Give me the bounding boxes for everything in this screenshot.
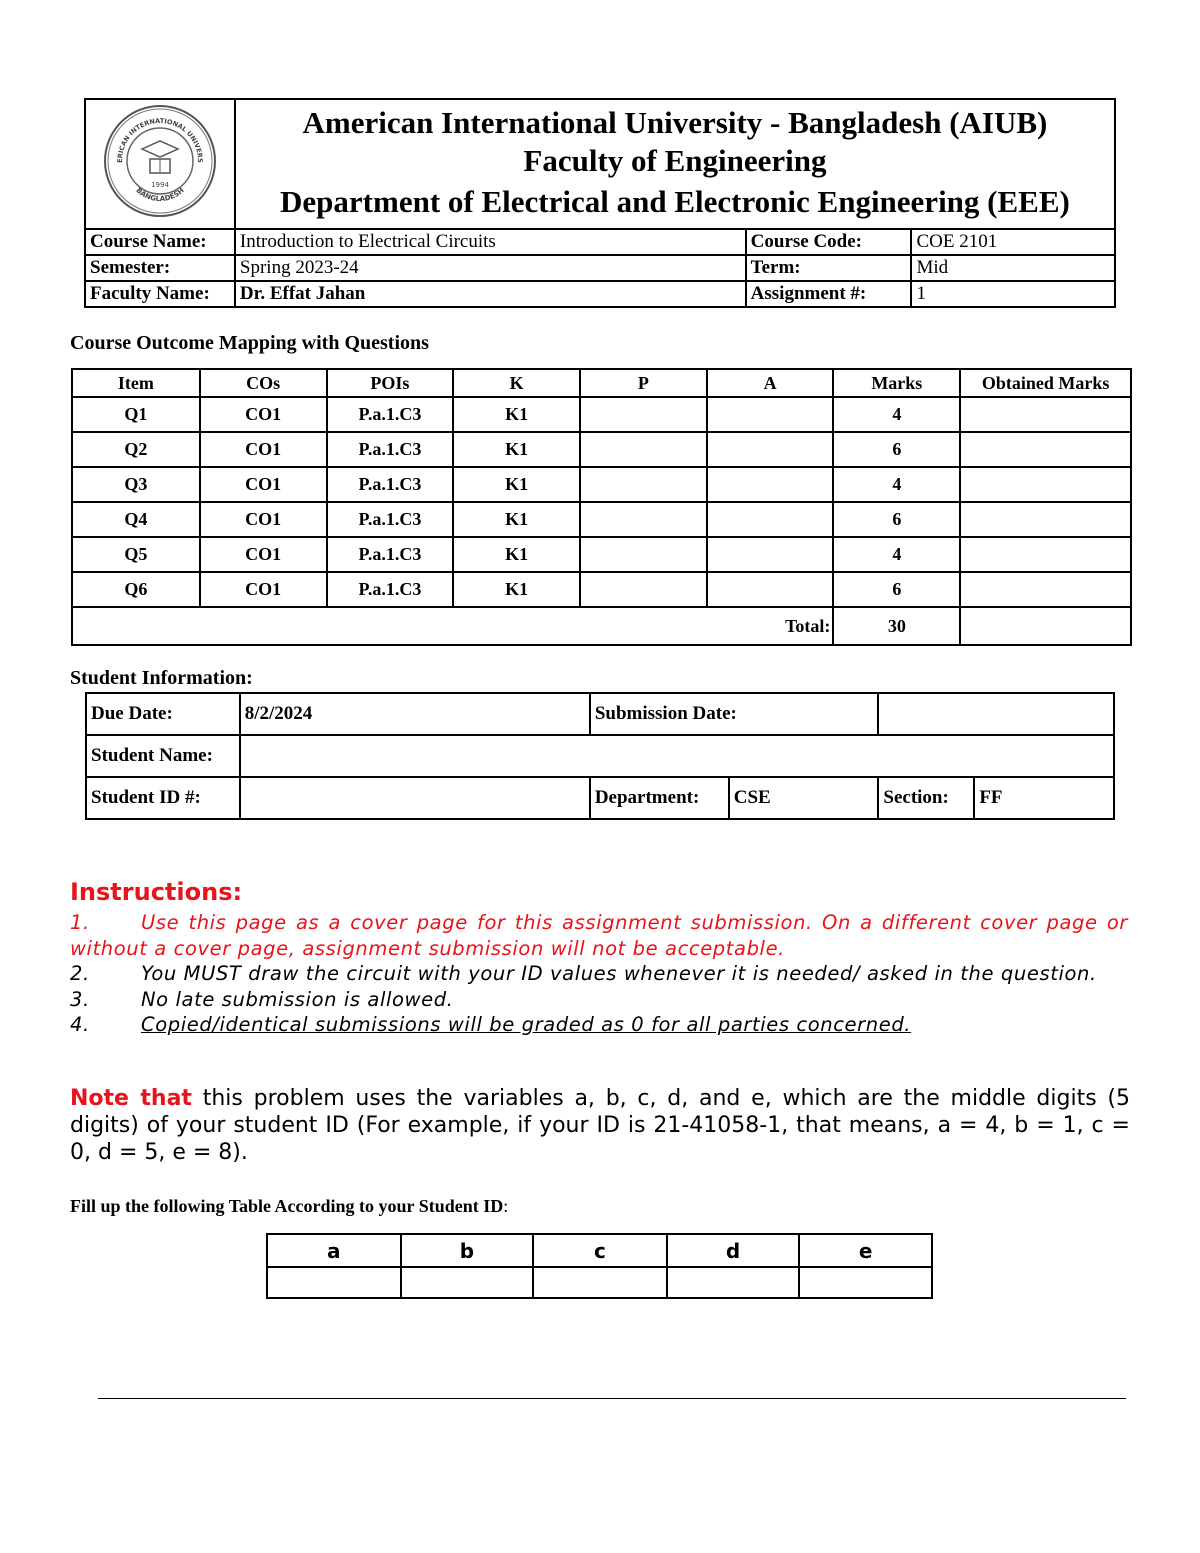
co-mapping-heading: Course Outcome Mapping with Questions (70, 332, 429, 354)
cell-a (707, 397, 834, 432)
cell-marks: 4 (833, 467, 960, 502)
instruction-number: 4. (70, 1013, 90, 1036)
course-code-label: Course Code: (746, 229, 912, 255)
col-p: P (580, 369, 707, 397)
student-info-table (85, 692, 1115, 820)
note-label: Note that (70, 1086, 192, 1111)
faculty-name-label: Faculty Name: (85, 281, 235, 307)
instruction-number: 3. (70, 987, 90, 1011)
section-label: Section: (878, 777, 974, 819)
instruction-item-3 (70, 987, 1128, 1013)
co-mapping-table (71, 368, 1132, 646)
cell-k: K1 (453, 572, 580, 607)
university-title: American International University - Bangladesh (AIUB) (302, 105, 1048, 140)
assignment-label: Assignment #: (746, 281, 912, 307)
semester-label: Semester: (85, 255, 235, 281)
department-value: CSE (729, 777, 879, 819)
cell-k: K1 (453, 502, 580, 537)
col-obtained-marks: Obtained Marks (960, 369, 1131, 397)
instruction-text: You MUST draw the circuit with your ID values whenever it is needed/ asked in the question. (141, 962, 1097, 985)
note-paragraph (70, 1085, 1130, 1166)
digit-a-field[interactable] (267, 1267, 401, 1298)
assignment-value: 1 (911, 281, 1115, 307)
col-marks: Marks (833, 369, 960, 397)
table-row (72, 537, 1131, 572)
faculty-name-value: Dr. Effat Jahan (235, 281, 746, 307)
cell-a (707, 467, 834, 502)
instruction-number: 2. (70, 962, 90, 985)
cell-co: CO1 (200, 537, 327, 572)
cell-obtained[interactable] (960, 467, 1131, 502)
instruction-item-2 (70, 961, 1128, 987)
cell-poi: P.a.1.C3 (327, 502, 454, 537)
digit-d-field[interactable] (667, 1267, 800, 1298)
cell-obtained[interactable] (960, 502, 1131, 537)
instructions-title: Instructions: (70, 878, 243, 906)
cell-poi: P.a.1.C3 (327, 397, 454, 432)
instructions-block (70, 874, 1128, 1038)
cell-item: Q1 (72, 397, 200, 432)
seal-top-text: ERICAN INTERNATIONAL UNIVERS (115, 116, 204, 163)
cell-poi: P.a.1.C3 (327, 467, 454, 502)
cell-a (707, 502, 834, 537)
term-value: Mid (911, 255, 1115, 281)
cell-co: CO1 (200, 572, 327, 607)
cell-obtained[interactable] (960, 397, 1131, 432)
instruction-text: No late submission is allowed. (141, 987, 454, 1011)
col-item: Item (72, 369, 200, 397)
logo-cell (85, 99, 235, 229)
due-date-value: 8/2/2024 (240, 693, 590, 735)
cell-marks: 6 (833, 502, 960, 537)
cell-a (707, 432, 834, 467)
cell-k: K1 (453, 537, 580, 572)
department-label: Department: (590, 777, 729, 819)
header-table (84, 98, 1116, 308)
section-value: FF (974, 777, 1114, 819)
digit-col-e: e (799, 1234, 932, 1267)
table-row (72, 502, 1131, 537)
note-text: this problem uses the variables a, b, c, d, and e, which are the middle digits (5 digits) of your student ID (For example, if your ID is 21-41058-1, that means, a = 4, b = 1, c = 0, d = 5, e = 8). (70, 1086, 1131, 1165)
cell-co: CO1 (200, 397, 327, 432)
footer-divider (98, 1398, 1126, 1399)
cell-marks: 4 (833, 397, 960, 432)
department-title: Department of Electrical and Electronic Engineering (EEE) (280, 184, 1070, 219)
instruction-number: 1. (70, 911, 90, 934)
cell-marks: 6 (833, 572, 960, 607)
course-name-value: Introduction to Electrical Circuits (235, 229, 746, 255)
digit-e-field[interactable] (799, 1267, 932, 1298)
instruction-text: Use this page as a cover page for this assignment submission. On a different cover page or without a cover page, assignment submission will not be acceptable. (70, 911, 1128, 960)
table-row (72, 432, 1131, 467)
cell-item: Q6 (72, 572, 200, 607)
cell-co: CO1 (200, 502, 327, 537)
digit-col-c: c (533, 1234, 667, 1267)
cell-p (580, 432, 707, 467)
table-row (72, 397, 1131, 432)
cell-item: Q3 (72, 467, 200, 502)
total-obtained[interactable] (960, 607, 1131, 645)
fill-table-heading (70, 1196, 508, 1217)
digit-col-b: b (401, 1234, 534, 1267)
cell-marks: 4 (833, 537, 960, 572)
cell-poi: P.a.1.C3 (327, 537, 454, 572)
digit-col-d: d (667, 1234, 800, 1267)
cell-item: Q4 (72, 502, 200, 537)
col-pois: POIs (327, 369, 454, 397)
student-name-label: Student Name: (86, 735, 240, 777)
term-label: Term: (746, 255, 912, 281)
cell-obtained[interactable] (960, 432, 1131, 467)
cell-p (580, 467, 707, 502)
digit-col-a: a (267, 1234, 401, 1267)
seal-bottom-text: BANGLADESH (134, 186, 186, 204)
cell-k: K1 (453, 432, 580, 467)
table-row (72, 572, 1131, 607)
fill-heading-text: Fill up the following Table According to your Student ID (70, 1196, 504, 1216)
due-date-label: Due Date: (86, 693, 240, 735)
course-code-value: COE 2101 (911, 229, 1115, 255)
university-seal-logo (100, 101, 220, 221)
cell-poi: P.a.1.C3 (327, 432, 454, 467)
submission-date-field[interactable] (878, 693, 1114, 735)
fill-heading-colon: : (503, 1196, 509, 1216)
instruction-text: Copied/identical submissions will be graded as 0 for all parties concerned. (141, 1013, 912, 1036)
student-id-label: Student ID #: (86, 777, 240, 819)
total-row (72, 607, 1131, 645)
cell-co: CO1 (200, 467, 327, 502)
student-name-field[interactable] (240, 735, 1114, 777)
cell-obtained[interactable] (960, 537, 1131, 572)
cell-co: CO1 (200, 432, 327, 467)
cell-marks: 6 (833, 432, 960, 467)
submission-date-label: Submission Date: (590, 693, 879, 735)
total-marks: 30 (833, 607, 960, 645)
semester-value: Spring 2023-24 (235, 255, 746, 281)
cell-k: K1 (453, 397, 580, 432)
col-k: K (453, 369, 580, 397)
student-id-field[interactable] (240, 777, 590, 819)
table-row (72, 467, 1131, 502)
cell-p (580, 537, 707, 572)
cell-p (580, 397, 707, 432)
seal-year: 1994 (151, 181, 169, 189)
instruction-item-1 (70, 910, 1128, 961)
cell-item: Q2 (72, 432, 200, 467)
title-cell (235, 99, 1115, 229)
cell-a (707, 572, 834, 607)
cell-obtained[interactable] (960, 572, 1131, 607)
cell-poi: P.a.1.C3 (327, 572, 454, 607)
cell-k: K1 (453, 467, 580, 502)
col-a: A (707, 369, 834, 397)
cell-a (707, 537, 834, 572)
digit-c-field[interactable] (533, 1267, 667, 1298)
faculty-title: Faculty of Engineering (523, 143, 827, 178)
course-name-label: Course Name: (85, 229, 235, 255)
id-digits-table (266, 1233, 933, 1299)
cell-p (580, 502, 707, 537)
instruction-item-4 (70, 1012, 1128, 1038)
cell-p (580, 572, 707, 607)
digit-b-field[interactable] (401, 1267, 534, 1298)
total-label: Total: (72, 607, 833, 645)
cell-item: Q5 (72, 537, 200, 572)
student-info-heading: Student Information: (70, 667, 253, 689)
col-cos: COs (200, 369, 327, 397)
